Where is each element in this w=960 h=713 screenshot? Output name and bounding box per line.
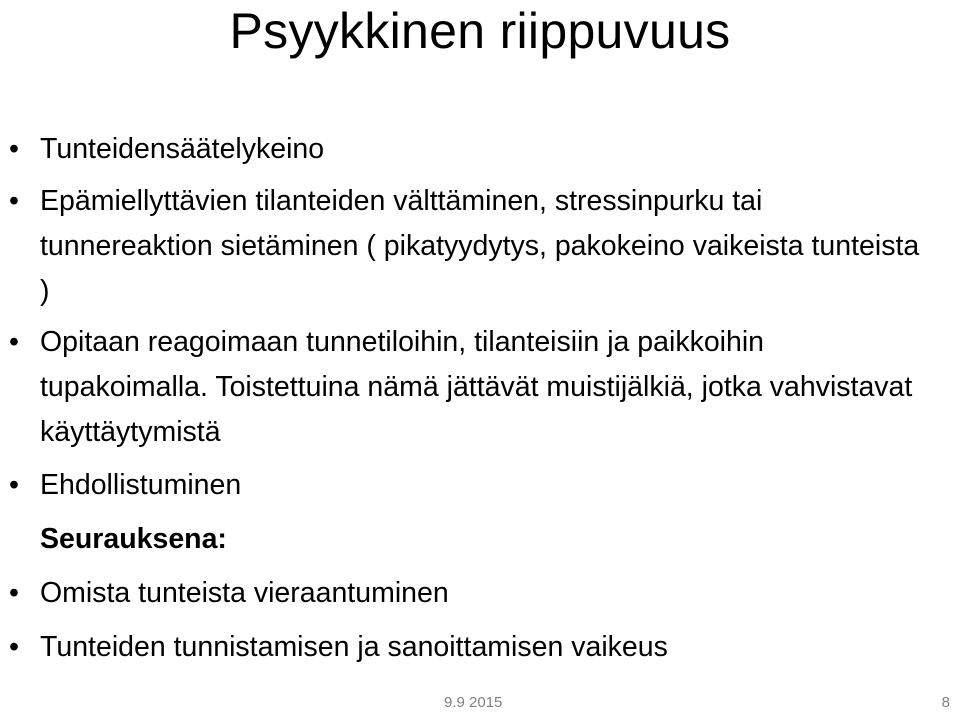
bullet-dot-icon: • bbox=[9, 469, 19, 501]
bullet-text: Opitaan reagoimaan tunnetiloihin, tilanteisiin ja paikkoihin tupakoimalla. Toistettuina nämä jättävät muistijälkiä, jotka vahvistavat käyttäytymistä bbox=[40, 326, 913, 448]
slide-title: Psyykkinen riippuvuus bbox=[229, 3, 731, 59]
bullet-item bbox=[0, 125, 960, 173]
bullet-text: Ehdollistuminen bbox=[40, 469, 242, 501]
bullet-item bbox=[0, 569, 960, 617]
bullet-dot-icon: • bbox=[9, 133, 19, 165]
bullet-text: Tunteidensäätelykeino bbox=[40, 133, 325, 165]
section-heading bbox=[0, 515, 960, 563]
bullet-dot-icon: • bbox=[9, 577, 19, 609]
bullet-item bbox=[0, 461, 960, 509]
bullet-dot-icon: • bbox=[9, 631, 19, 663]
bullet-item bbox=[0, 623, 960, 671]
footer-page-number: 8 bbox=[941, 694, 950, 711]
footer-date: 9.9 2015 bbox=[444, 694, 503, 711]
bullet-item bbox=[0, 320, 960, 455]
bullet-item bbox=[0, 179, 960, 314]
bullet-text: Omista tunteista vieraantuminen bbox=[40, 577, 449, 609]
bullet-text: Tunteiden tunnistamisen ja sanoittamisen vaikeus bbox=[40, 631, 668, 663]
bullet-dot-icon: • bbox=[9, 326, 19, 358]
bullet-dot-icon: • bbox=[9, 185, 19, 217]
bullet-text: Epämiellyttävien tilanteiden välttäminen, stressinpurku tai tunnereaktion sietäminen ( pikatyydytys, pakokeino vaikeista tunteista ) bbox=[40, 185, 920, 307]
section-heading-text: Seurauksena: bbox=[40, 523, 227, 555]
bullet-list bbox=[0, 125, 960, 677]
